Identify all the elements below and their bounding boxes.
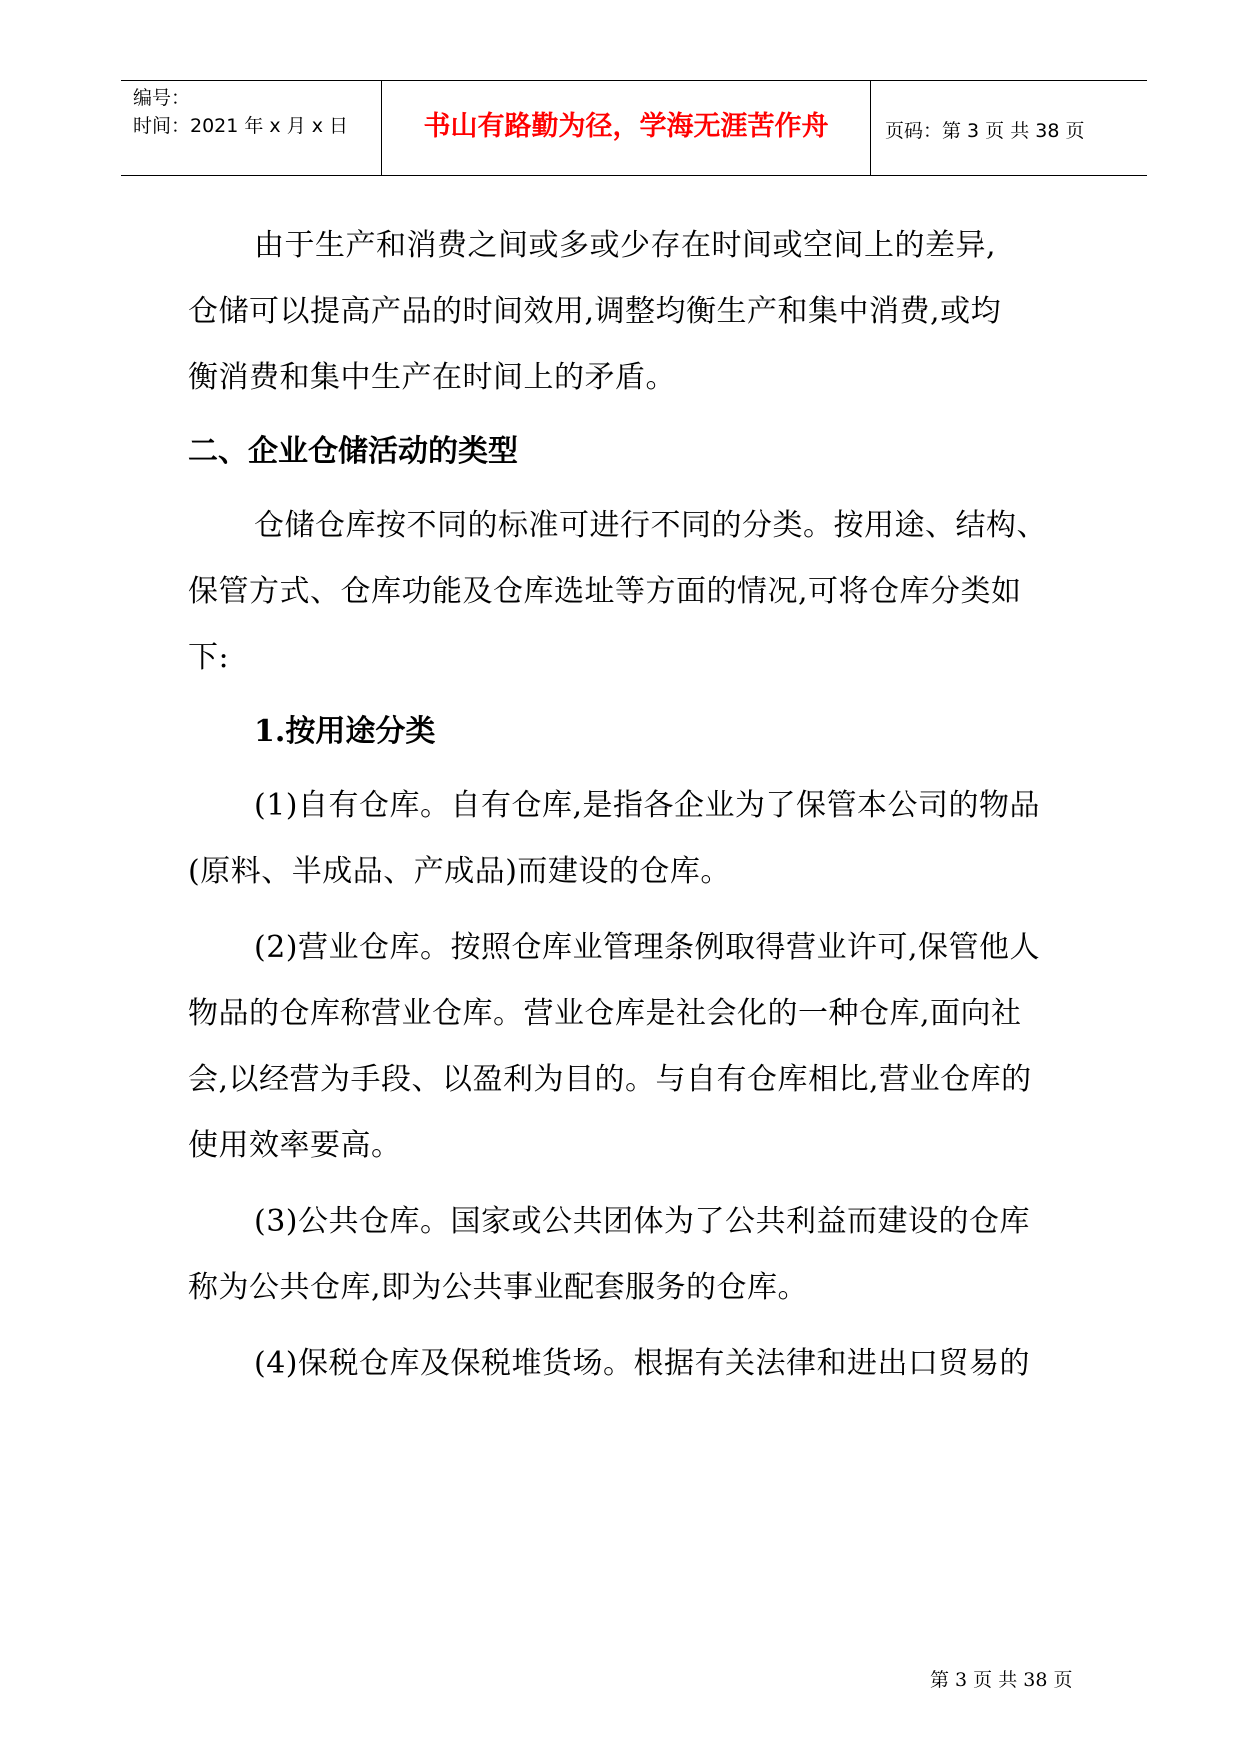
paragraph-line: 下:: [188, 640, 230, 675]
document-body: [188, 213, 1088, 1397]
paragraph-line: 衡消费和集中生产在时间上的矛盾。: [188, 360, 676, 395]
paragraph-line: 仓储仓库按不同的标准可进行不同的分类。按用途、结构、: [254, 508, 1047, 543]
header-motto: 书山有路勤为径，学海无涯苦作舟: [423, 111, 829, 142]
header-page-code: 页码：第 3 页 共 38 页: [885, 120, 1085, 142]
document-time: 时间：2021 年 x 月 x 日: [133, 115, 349, 137]
paragraph-line: 会,以经营为手段、以盈利为目的。与自有仓库相比,营业仓库的: [188, 1062, 1032, 1097]
page-header: [121, 80, 1147, 176]
paragraph-line: (3)公共仓库。国家或公共团体为了公共利益而建设的仓库: [254, 1204, 1030, 1239]
header-motto-cell: [381, 81, 871, 175]
paragraph-line: (原料、半成品、产成品)而建设的仓库。: [188, 854, 731, 889]
paragraph-line: 使用效率要高。: [188, 1128, 402, 1163]
page-footer: 第 3 页 共 38 页: [930, 1669, 1073, 1691]
document-number: 编号：: [133, 87, 191, 109]
subsection-heading: 1.按用途分类: [254, 714, 436, 749]
paragraph-line: (4)保税仓库及保税堆货场。根据有关法律和进出口贸易的: [254, 1346, 1030, 1381]
paragraph-line: (2)营业仓库。按照仓库业管理条例取得营业许可,保管他人: [254, 930, 1041, 965]
paragraph-line: 仓储可以提高产品的时间效用,调整均衡生产和集中消费,或均: [188, 294, 1002, 329]
paragraph-line: 称为公共仓库,即为公共事业配套服务的仓库。: [188, 1270, 809, 1305]
header-page-cell: [871, 81, 1147, 175]
paragraph-line: 物品的仓库称营业仓库。营业仓库是社会化的一种仓库,面向社: [188, 996, 1022, 1031]
paragraph-line: (1)自有仓库。自有仓库,是指各企业为了保管本公司的物品: [254, 788, 1041, 823]
section-heading: 二、企业仓储活动的类型: [188, 434, 518, 469]
paragraph-line: 保管方式、仓库功能及仓库选址等方面的情况,可将仓库分类如: [188, 574, 1022, 609]
header-meta-cell: [121, 81, 381, 175]
paragraph-line: 由于生产和消费之间或多或少存在时间或空间上的差异,: [254, 228, 997, 263]
